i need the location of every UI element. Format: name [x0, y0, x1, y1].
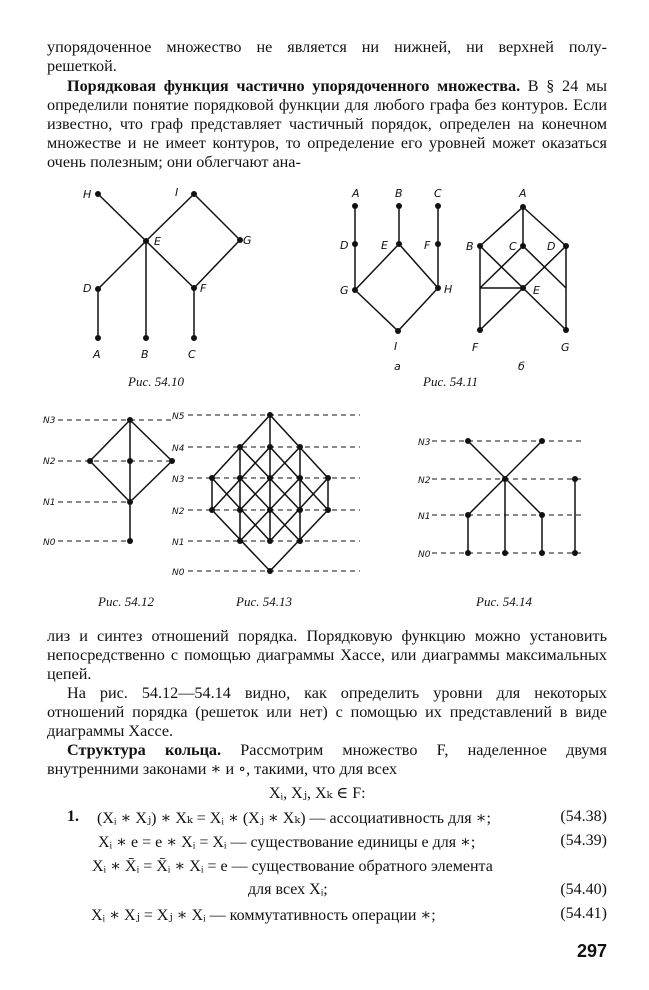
- node-label: E: [381, 239, 388, 252]
- fig-54-14-levels: [432, 441, 582, 553]
- level-label: N0: [172, 568, 185, 578]
- paragraph: На рис. 54.12—54.14 видно, как определить уровни для некоторых отношений порядка (решеток или нет) с помощью их представлений в виде диаграммы Хассе.: [47, 684, 607, 740]
- node-label: H: [444, 283, 453, 296]
- node-label: G: [561, 341, 570, 354]
- fig-54-12-levels: [58, 420, 172, 541]
- equation-number: (54.40): [560, 881, 607, 898]
- equation: Xᵢ ∗ e = e ∗ Xᵢ = Xᵢ — существование единицы e для ∗;: [98, 834, 476, 851]
- node-label: C: [434, 187, 442, 200]
- text-line: упорядоченное множество не является ни нижней, ни верхней полу-: [47, 38, 607, 56]
- fig-54-11a: [355, 206, 438, 331]
- subfigure-label: а: [394, 360, 401, 373]
- level-label: N2: [172, 507, 185, 517]
- fig-54-12-nodes: [87, 417, 175, 544]
- level-label: N5: [172, 412, 185, 422]
- figure-caption: Рис. 54.11: [423, 374, 478, 389]
- node-label: I: [394, 340, 398, 353]
- subfigure-label: б: [518, 360, 525, 373]
- node-label: C: [509, 240, 517, 253]
- section-heading: Порядковая функция частично упорядоченного множества.: [67, 77, 521, 95]
- level-label: N1: [172, 538, 185, 548]
- level-label: N1: [418, 512, 431, 522]
- node-label: D: [340, 239, 349, 252]
- node-label: B: [395, 187, 403, 200]
- fig-54-10: [98, 194, 240, 338]
- paragraph: лиз и синтез отношений порядка. Порядковую функцию можно установить непосредственно с помощью диаграммы Хассе, или диаграммы максимальных цепей.: [47, 627, 607, 683]
- node-label: B: [141, 348, 149, 361]
- node-label: D: [83, 282, 92, 295]
- level-label: N4: [172, 444, 185, 454]
- node-label: C: [188, 348, 196, 361]
- fig-54-11b: [480, 207, 566, 330]
- fig-54-11a-nodes: [352, 203, 441, 334]
- node-label: H: [83, 188, 92, 201]
- node-label: I: [175, 186, 179, 199]
- section-paragraph: [47, 741, 607, 779]
- node-label: A: [519, 187, 527, 200]
- node-label: A: [352, 187, 360, 200]
- node-label: E: [533, 284, 540, 297]
- node-label: E: [154, 235, 161, 248]
- equation: Xᵢ, Xⱼ, Xₖ ∈ F:: [269, 785, 366, 802]
- equation: Xᵢ ∗ Xⱼ = Xⱼ ∗ Xᵢ — коммутативность операции ∗;: [91, 907, 436, 924]
- node-label: B: [466, 240, 474, 253]
- text-line: решеткой.: [47, 57, 117, 75]
- equation: для всех Xᵢ;: [248, 881, 328, 898]
- fig-54-12: [90, 420, 172, 541]
- equation-number: (54.41): [560, 905, 607, 922]
- equation-number: (54.38): [560, 808, 607, 825]
- page-number: 297: [576, 941, 607, 961]
- fig-54-14: [468, 441, 575, 553]
- section-heading: Структура кольца.: [67, 741, 222, 759]
- equation-prefix: 1.: [67, 808, 79, 825]
- node-label: F: [200, 282, 207, 295]
- level-label: N2: [43, 457, 56, 467]
- node-label: G: [243, 234, 252, 247]
- level-label: N3: [172, 475, 185, 485]
- level-label: N3: [43, 416, 56, 426]
- figure-caption: Рис. 54.13: [236, 594, 292, 609]
- level-label: N2: [418, 476, 431, 486]
- node-label: F: [472, 341, 479, 354]
- section-text: Рассмотрим множество F, наделенное двумя внутренними законами ∗ и ∘, такими, что для всех: [47, 741, 607, 778]
- level-label: N0: [43, 538, 56, 548]
- fig-54-13: [212, 415, 328, 571]
- fig-54-13-levels: [188, 415, 360, 571]
- level-label: N1: [43, 498, 56, 508]
- node-label: F: [424, 239, 431, 252]
- node-label: D: [547, 240, 556, 253]
- figure-caption: Рис. 54.14: [476, 594, 532, 609]
- equation: Xᵢ ∗ X̄ᵢ = X̄ᵢ ∗ Xᵢ = e — существование обратного элемента: [92, 858, 493, 875]
- section-text: В § 24 мы определили понятие порядковой функции для любого графа без контуров. Если известно, что граф представляет частичный порядок, определен на конечном множестве и не имеет контуров, то определение его уровней может оказаться очень полезным; они облегчают ана-: [47, 77, 608, 171]
- figure-caption: Рис. 54.12: [98, 594, 154, 609]
- node-label: G: [340, 284, 349, 297]
- equation-number: (54.39): [560, 832, 607, 849]
- level-label: N0: [418, 550, 431, 560]
- level-label: N3: [418, 438, 431, 448]
- equation: (Xᵢ ∗ Xⱼ) ∗ Xₖ = Xᵢ ∗ (Xⱼ ∗ Xₖ) — ассоциативность для ∗;: [97, 810, 491, 827]
- node-label: A: [93, 348, 101, 361]
- figure-caption: Рис. 54.10: [128, 374, 184, 389]
